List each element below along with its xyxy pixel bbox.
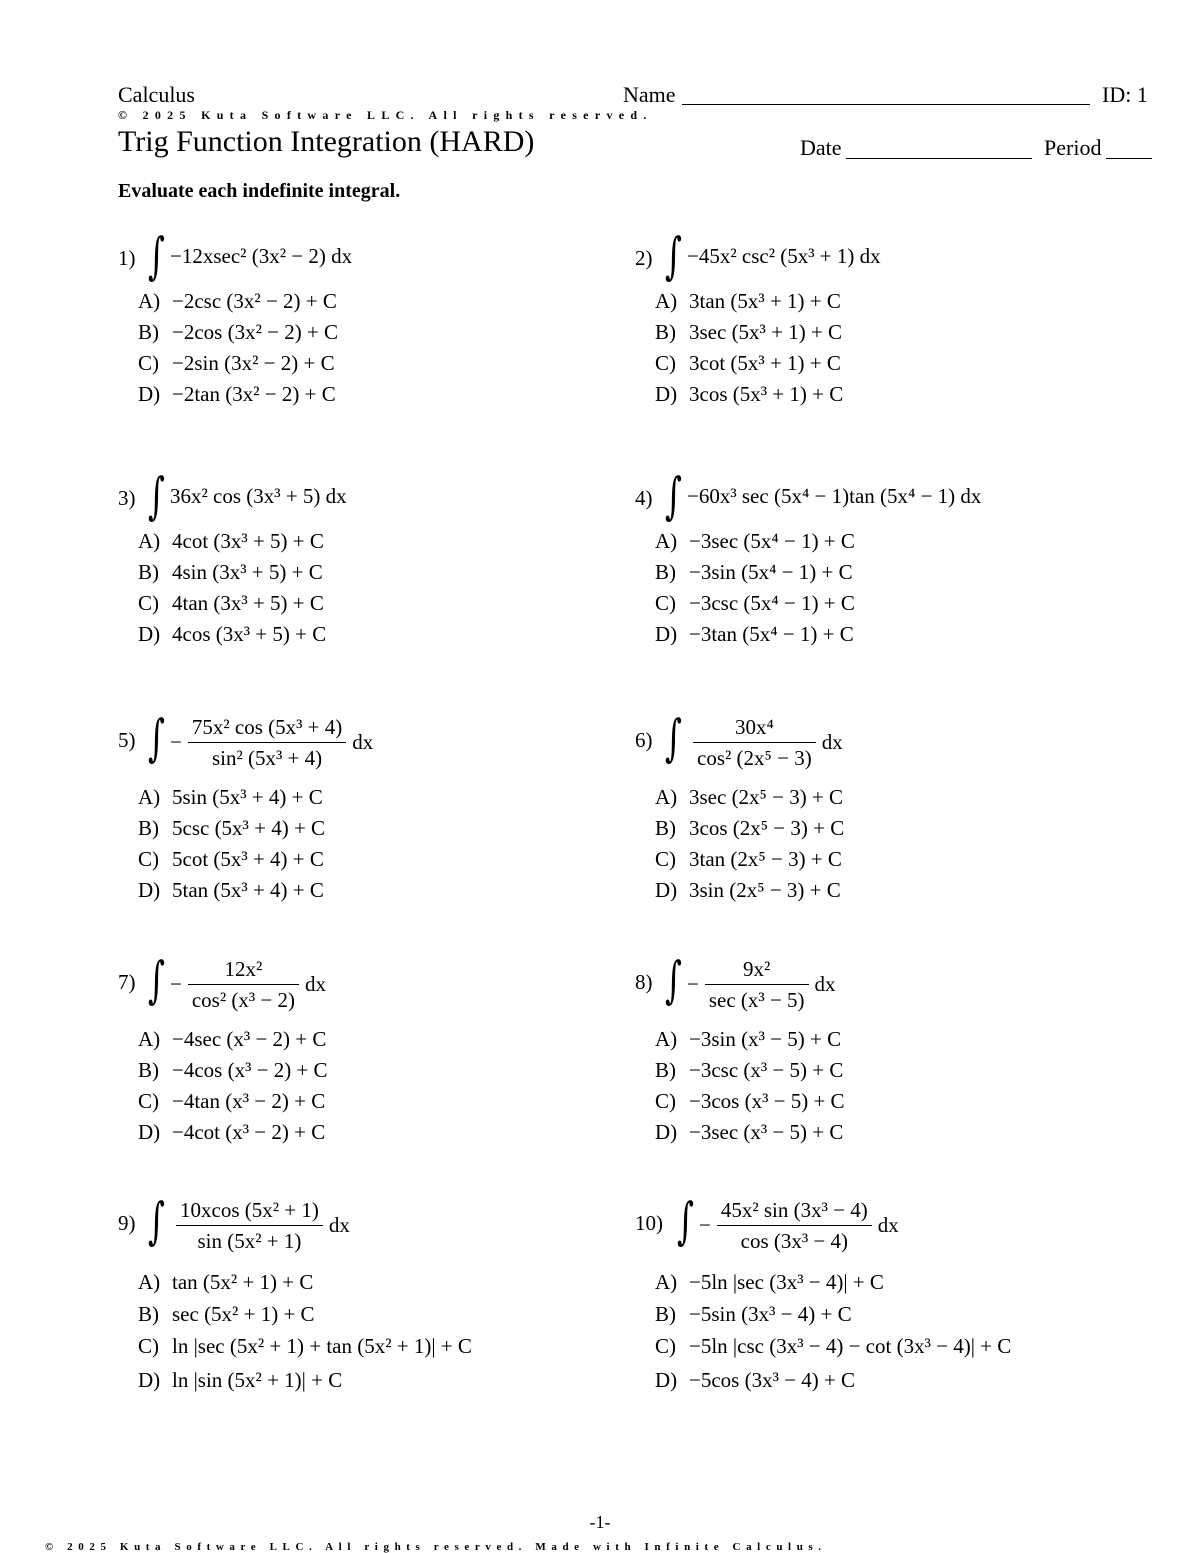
date-field-line[interactable] bbox=[846, 158, 1032, 159]
problem-number: 6) bbox=[635, 728, 653, 752]
choice-a[interactable] bbox=[655, 286, 843, 317]
choice-text: tan (5x² + 1) + C bbox=[172, 1270, 314, 1294]
choice-text: −3sec (5x⁴ − 1) + C bbox=[689, 529, 855, 553]
choice-letter: D) bbox=[138, 878, 161, 902]
choice-d[interactable] bbox=[655, 875, 844, 906]
choice-text: −5sin (3x³ − 4) + C bbox=[689, 1302, 852, 1326]
choice-letter: A) bbox=[655, 529, 678, 553]
choice-text: 3tan (2x⁵ − 3) + C bbox=[689, 847, 842, 871]
integral-sign-icon: ∫ bbox=[148, 951, 165, 1009]
choice-text: −3sin (5x⁴ − 1) + C bbox=[689, 560, 853, 584]
denominator: cos² (2x⁵ − 3) bbox=[697, 745, 812, 770]
choice-text: 3cot (5x³ + 1) + C bbox=[689, 351, 841, 375]
choice-letter: A) bbox=[138, 1270, 161, 1294]
integral-sign-icon: ∫ bbox=[148, 467, 165, 525]
numerator: 75x² cos (5x³ + 4) bbox=[191, 714, 343, 739]
integrand: −45x² csc² (5x³ + 1) dx bbox=[687, 244, 881, 268]
choice-letter: C) bbox=[655, 1334, 676, 1358]
integrand bbox=[170, 948, 326, 1020]
choice-c[interactable] bbox=[655, 1331, 1011, 1365]
problem-10 bbox=[635, 1187, 1175, 1407]
worksheet-title: Trig Function Integration (HARD) bbox=[118, 125, 535, 158]
denominator: sin (5x² + 1) bbox=[197, 1228, 302, 1253]
choice-b[interactable] bbox=[138, 813, 325, 844]
choice-letter: C) bbox=[655, 847, 676, 871]
fraction bbox=[705, 954, 809, 1015]
problem-number: 7) bbox=[118, 970, 136, 994]
choice-d[interactable] bbox=[138, 1117, 328, 1148]
choice-c[interactable] bbox=[655, 1086, 845, 1117]
choice-text: −2tan (3x² − 2) + C bbox=[172, 382, 336, 406]
choice-text: 3sin (2x⁵ − 3) + C bbox=[689, 878, 841, 902]
choice-text: 5cot (5x³ + 4) + C bbox=[172, 847, 324, 871]
choice-text: −2cos (3x² − 2) + C bbox=[172, 320, 339, 344]
worksheet-id: ID: 1 bbox=[1102, 82, 1148, 107]
denominator: cos² (x³ − 2) bbox=[191, 987, 296, 1012]
choice-letter: B) bbox=[655, 320, 676, 344]
fraction bbox=[188, 954, 299, 1015]
answer-choices bbox=[655, 526, 855, 650]
choice-text: −3tan (5x⁴ − 1) + C bbox=[689, 622, 854, 646]
choice-letter: C) bbox=[138, 847, 159, 871]
problem-number: 10) bbox=[635, 1211, 663, 1235]
answer-choices bbox=[138, 1024, 328, 1148]
instructions: Evaluate each indefinite integral. bbox=[118, 180, 401, 202]
choice-letter: A) bbox=[138, 529, 161, 553]
answer-choices bbox=[655, 782, 844, 906]
answer-choices bbox=[138, 286, 338, 410]
differential: dx bbox=[328, 1212, 350, 1237]
problem-number: 1) bbox=[118, 246, 136, 270]
choice-b[interactable] bbox=[138, 557, 326, 588]
problem-number: 3) bbox=[118, 486, 136, 510]
choice-b[interactable] bbox=[655, 1299, 1011, 1331]
name-label: Name bbox=[623, 82, 676, 107]
choice-text: 4tan (3x³ + 5) + C bbox=[172, 591, 324, 615]
choice-letter: D) bbox=[655, 382, 678, 406]
choice-letter: A) bbox=[655, 785, 678, 809]
problem-8 bbox=[635, 946, 1175, 1166]
fraction bbox=[693, 712, 816, 773]
integral-sign-icon: ∫ bbox=[677, 1192, 694, 1250]
period-label: Period bbox=[1044, 135, 1102, 160]
choice-d[interactable] bbox=[655, 1117, 845, 1148]
choice-c[interactable] bbox=[138, 844, 325, 875]
choice-text: −5cos (3x³ − 4) + C bbox=[689, 1368, 856, 1392]
problem-5 bbox=[118, 704, 658, 924]
footer-copyright: © 2025 Kuta Software LLC. All rights reserved. Made with Infinite Calculus. bbox=[45, 1541, 827, 1553]
choice-letter: B) bbox=[655, 1058, 676, 1082]
choice-a[interactable] bbox=[655, 1267, 1011, 1299]
answer-choices bbox=[655, 286, 843, 410]
choice-letter: D) bbox=[138, 622, 161, 646]
choice-text: −4cot (x³ − 2) + C bbox=[172, 1120, 326, 1144]
problem-number: 4) bbox=[635, 486, 653, 510]
choice-b[interactable] bbox=[138, 317, 338, 348]
choice-c[interactable] bbox=[655, 588, 855, 619]
answer-choices bbox=[138, 782, 325, 906]
problem-1 bbox=[118, 222, 658, 442]
answer-choices bbox=[138, 1267, 472, 1397]
choice-text: −4sec (x³ − 2) + C bbox=[172, 1027, 327, 1051]
choice-letter: B) bbox=[655, 560, 676, 584]
denominator: cos (3x³ − 4) bbox=[740, 1228, 848, 1253]
choice-c[interactable] bbox=[655, 348, 843, 379]
course-name: Calculus bbox=[118, 82, 195, 107]
differential: dx bbox=[877, 1212, 899, 1237]
choice-text: 3cos (5x³ + 1) + C bbox=[689, 382, 844, 406]
problem-6 bbox=[635, 704, 1175, 924]
choice-text: 5csc (5x³ + 4) + C bbox=[172, 816, 326, 840]
choice-letter: A) bbox=[138, 785, 161, 809]
choice-letter: A) bbox=[138, 289, 161, 313]
fraction bbox=[176, 1195, 323, 1256]
choice-letter: A) bbox=[655, 1270, 678, 1294]
integrand: 36x² cos (3x³ + 5) dx bbox=[170, 484, 347, 508]
numerator: 30x⁴ bbox=[734, 714, 774, 739]
choice-a[interactable] bbox=[138, 286, 338, 317]
answer-choices bbox=[655, 1024, 845, 1148]
choice-c[interactable] bbox=[138, 348, 338, 379]
choice-text: −2csc (3x² − 2) + C bbox=[172, 289, 337, 313]
choice-letter: A) bbox=[655, 1027, 678, 1051]
numerator: 45x² sin (3x³ − 4) bbox=[720, 1197, 868, 1222]
differential: dx bbox=[352, 729, 374, 754]
choice-d[interactable] bbox=[655, 619, 855, 650]
choice-letter: D) bbox=[138, 1120, 161, 1144]
choice-a[interactable] bbox=[138, 1267, 472, 1299]
choice-d[interactable] bbox=[138, 619, 326, 650]
choice-letter: B) bbox=[138, 1058, 159, 1082]
choice-a[interactable] bbox=[655, 526, 855, 557]
numerator: 9x² bbox=[743, 956, 771, 981]
choice-text: −3cos (x³ − 5) + C bbox=[689, 1089, 845, 1113]
choice-text: 4cot (3x³ + 5) + C bbox=[172, 529, 324, 553]
differential: dx bbox=[814, 971, 836, 996]
choice-text: −5ln |sec (3x³ − 4)| + C bbox=[689, 1270, 884, 1294]
integrand bbox=[170, 706, 373, 778]
problem-7 bbox=[118, 946, 658, 1166]
choice-letter: B) bbox=[138, 1302, 159, 1326]
problem-number: 8) bbox=[635, 970, 653, 994]
integral-sign-icon: ∫ bbox=[665, 467, 682, 525]
choice-b[interactable] bbox=[655, 317, 843, 348]
integrand: −12xsec² (3x² − 2) dx bbox=[170, 244, 353, 268]
choice-c[interactable] bbox=[138, 1331, 472, 1365]
choice-letter: B) bbox=[138, 320, 159, 344]
choice-a[interactable] bbox=[655, 1024, 845, 1055]
name-field-line[interactable] bbox=[682, 104, 1090, 105]
integrand bbox=[687, 948, 836, 1020]
choice-text: 5tan (5x³ + 4) + C bbox=[172, 878, 324, 902]
choice-text: −2sin (3x² − 2) + C bbox=[172, 351, 335, 375]
choice-b[interactable] bbox=[655, 557, 855, 588]
differential: dx bbox=[305, 971, 327, 996]
integrand-sign: − bbox=[687, 971, 699, 996]
choice-letter: C) bbox=[655, 351, 676, 375]
answer-choices bbox=[138, 526, 326, 650]
choice-b[interactable] bbox=[655, 1055, 845, 1086]
differential: dx bbox=[821, 729, 843, 754]
choice-letter: D) bbox=[655, 622, 678, 646]
choice-text: 4cos (3x³ + 5) + C bbox=[172, 622, 327, 646]
choice-text: −3sec (x³ − 5) + C bbox=[689, 1120, 844, 1144]
choice-text: 5sin (5x³ + 4) + C bbox=[172, 785, 323, 809]
choice-a[interactable] bbox=[138, 782, 325, 813]
choice-letter: C) bbox=[138, 1089, 159, 1113]
choice-text: 3sec (5x³ + 1) + C bbox=[689, 320, 843, 344]
choice-text: 3sec (2x⁵ − 3) + C bbox=[689, 785, 844, 809]
choice-text: ln |sin (5x² + 1)| + C bbox=[172, 1368, 343, 1392]
integral-sign-icon: ∫ bbox=[148, 1192, 165, 1250]
choice-text: −5ln |csc (3x³ − 4) − cot (3x³ − 4)| + C bbox=[689, 1334, 1012, 1358]
denominator: sin² (5x³ + 4) bbox=[211, 745, 323, 770]
choice-c[interactable] bbox=[655, 844, 844, 875]
choice-letter: D) bbox=[138, 1368, 161, 1392]
choice-a[interactable] bbox=[138, 526, 326, 557]
choice-letter: C) bbox=[138, 1334, 159, 1358]
choice-letter: C) bbox=[138, 591, 159, 615]
date-label: Date bbox=[800, 135, 842, 160]
choice-letter: C) bbox=[655, 591, 676, 615]
integral-sign-icon: ∫ bbox=[665, 709, 682, 767]
integrand-sign: − bbox=[170, 971, 182, 996]
integrand bbox=[687, 706, 843, 778]
choice-letter: D) bbox=[138, 382, 161, 406]
choice-d[interactable] bbox=[655, 1365, 1011, 1397]
choice-text: −3csc (5x⁴ − 1) + C bbox=[689, 591, 855, 615]
choice-letter: A) bbox=[655, 289, 678, 313]
choice-text: 3cos (2x⁵ − 3) + C bbox=[689, 816, 845, 840]
problem-number: 5) bbox=[118, 728, 136, 752]
header-copyright: © 2025 Kuta Software LLC. All rights reserved. bbox=[118, 108, 653, 122]
choice-d[interactable] bbox=[138, 379, 338, 410]
choice-letter: C) bbox=[655, 1089, 676, 1113]
problem-number: 9) bbox=[118, 1211, 136, 1235]
choice-text: −4tan (x³ − 2) + C bbox=[172, 1089, 326, 1113]
choice-a[interactable] bbox=[655, 782, 844, 813]
choice-d[interactable] bbox=[655, 379, 843, 410]
choice-letter: B) bbox=[655, 1302, 676, 1326]
problem-4 bbox=[635, 462, 1175, 682]
problem-9 bbox=[118, 1187, 658, 1407]
problem-3 bbox=[118, 462, 658, 682]
choice-text: sec (5x² + 1) + C bbox=[172, 1302, 315, 1326]
choice-b[interactable] bbox=[138, 1055, 328, 1086]
integral-sign-icon: ∫ bbox=[665, 951, 682, 1009]
choice-letter: D) bbox=[655, 1120, 678, 1144]
integrand bbox=[699, 1189, 899, 1261]
choice-b[interactable] bbox=[655, 813, 844, 844]
fraction bbox=[717, 1195, 872, 1256]
choice-text: −3sin (x³ − 5) + C bbox=[689, 1027, 842, 1051]
choice-c[interactable] bbox=[138, 588, 326, 619]
problem-number: 2) bbox=[635, 246, 653, 270]
choice-letter: B) bbox=[138, 816, 159, 840]
choice-text: −3csc (x³ − 5) + C bbox=[689, 1058, 844, 1082]
denominator: sec (x³ − 5) bbox=[708, 987, 805, 1012]
integral-sign-icon: ∫ bbox=[148, 709, 165, 767]
choice-d[interactable] bbox=[138, 875, 325, 906]
fraction bbox=[188, 712, 346, 773]
choice-a[interactable] bbox=[138, 1024, 328, 1055]
problem-2 bbox=[635, 222, 1175, 442]
numerator: 12x² bbox=[224, 956, 263, 981]
choice-letter: C) bbox=[138, 351, 159, 375]
choice-letter: A) bbox=[138, 1027, 161, 1051]
integrand bbox=[170, 1189, 350, 1261]
period-field-line[interactable] bbox=[1106, 158, 1152, 159]
numerator: 10xcos (5x² + 1) bbox=[180, 1197, 319, 1222]
choice-letter: B) bbox=[655, 816, 676, 840]
choice-text: 4sin (3x³ + 5) + C bbox=[172, 560, 323, 584]
choice-text: ln |sec (5x² + 1) + tan (5x² + 1)| + C bbox=[172, 1334, 472, 1358]
integrand-sign: − bbox=[170, 729, 182, 754]
integral-sign-icon: ∫ bbox=[148, 227, 165, 285]
integrand: −60x³ sec (5x⁴ − 1)tan (5x⁴ − 1) dx bbox=[687, 484, 982, 508]
choice-letter: D) bbox=[655, 1368, 678, 1392]
choice-letter: D) bbox=[655, 878, 678, 902]
choice-text: −4cos (x³ − 2) + C bbox=[172, 1058, 328, 1082]
choice-letter: B) bbox=[138, 560, 159, 584]
choice-c[interactable] bbox=[138, 1086, 328, 1117]
integrand-sign: − bbox=[699, 1212, 711, 1237]
integral-sign-icon: ∫ bbox=[665, 227, 682, 285]
page-number: -1- bbox=[589, 1512, 611, 1532]
choice-b[interactable] bbox=[138, 1299, 472, 1331]
choice-d[interactable] bbox=[138, 1365, 472, 1397]
choice-text: 3tan (5x³ + 1) + C bbox=[689, 289, 841, 313]
answer-choices bbox=[655, 1267, 1011, 1397]
